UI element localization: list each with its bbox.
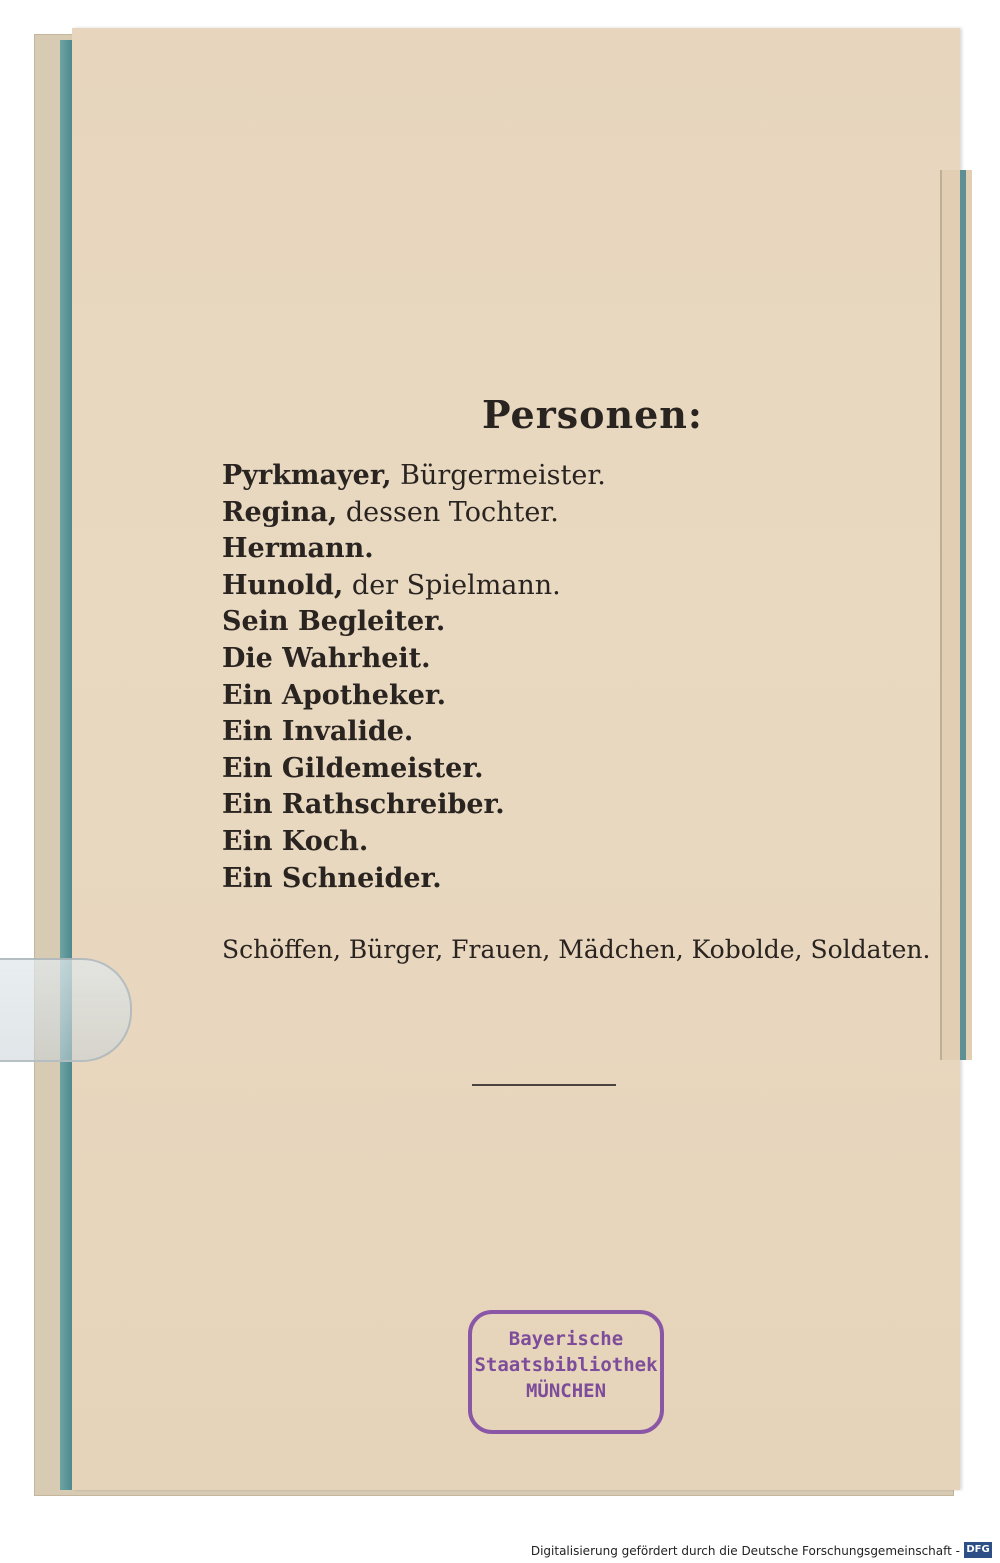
cast-item: [222, 458, 922, 495]
cast-name: Ein Schneider.: [222, 862, 442, 894]
footer-bar: [0, 1540, 1000, 1563]
cast-item: [222, 495, 922, 532]
cast-desc: Bürgermeister.: [400, 460, 606, 491]
cast-name: Hunold,: [222, 569, 344, 601]
cast-item: [222, 531, 922, 568]
cast-item: [222, 787, 922, 824]
divider-rule: [472, 1084, 616, 1086]
cast-name: Pyrkmayer,: [222, 460, 392, 491]
folded-page-strip: [940, 170, 972, 1060]
cast-list: [222, 458, 922, 897]
cast-item: [222, 641, 922, 678]
cast-name: Sein Begleiter.: [222, 606, 446, 638]
cast-name: Ein Koch.: [222, 825, 369, 857]
cast-item: [222, 568, 922, 605]
book-cover-edge: [60, 40, 72, 1490]
stamp-line: Bayerische: [508, 1328, 624, 1350]
page-title: Personen:: [482, 392, 703, 437]
cast-name: Ein Invalide.: [222, 716, 414, 748]
stamp-line: Staatsbibliothek: [474, 1354, 658, 1376]
extras-line: Schöffen, Bürger, Frauen, Mädchen, Kobolde, Soldaten.: [222, 935, 931, 964]
page-holder-tab: [0, 958, 132, 1062]
cast-item: [222, 678, 922, 715]
cover-edge-right: [960, 170, 966, 1060]
library-stamp: [468, 1310, 664, 1434]
stamp-line: MÜNCHEN: [525, 1380, 607, 1402]
cast-item: [222, 861, 922, 898]
cast-item: [222, 714, 922, 751]
cast-name: Die Wahrheit.: [222, 642, 431, 674]
cast-name: Ein Gildemeister.: [222, 752, 484, 784]
cast-name: Ein Rathschreiber.: [222, 789, 505, 821]
cast-desc: dessen Tochter.: [345, 496, 559, 528]
dfg-logo-icon: DFG: [964, 1542, 992, 1558]
funding-credit: Digitalisierung gefördert durch die Deutsche Forschungsgemeinschaft -: [530, 1544, 960, 1558]
cast-item: [222, 824, 922, 861]
cast-name: Ein Apotheker.: [222, 679, 447, 711]
cast-name: Hermann.: [222, 533, 374, 565]
cast-desc: der Spielmann.: [351, 569, 561, 601]
cast-name: Regina,: [222, 496, 338, 528]
cast-item: [222, 751, 922, 788]
cast-item: [222, 604, 922, 641]
